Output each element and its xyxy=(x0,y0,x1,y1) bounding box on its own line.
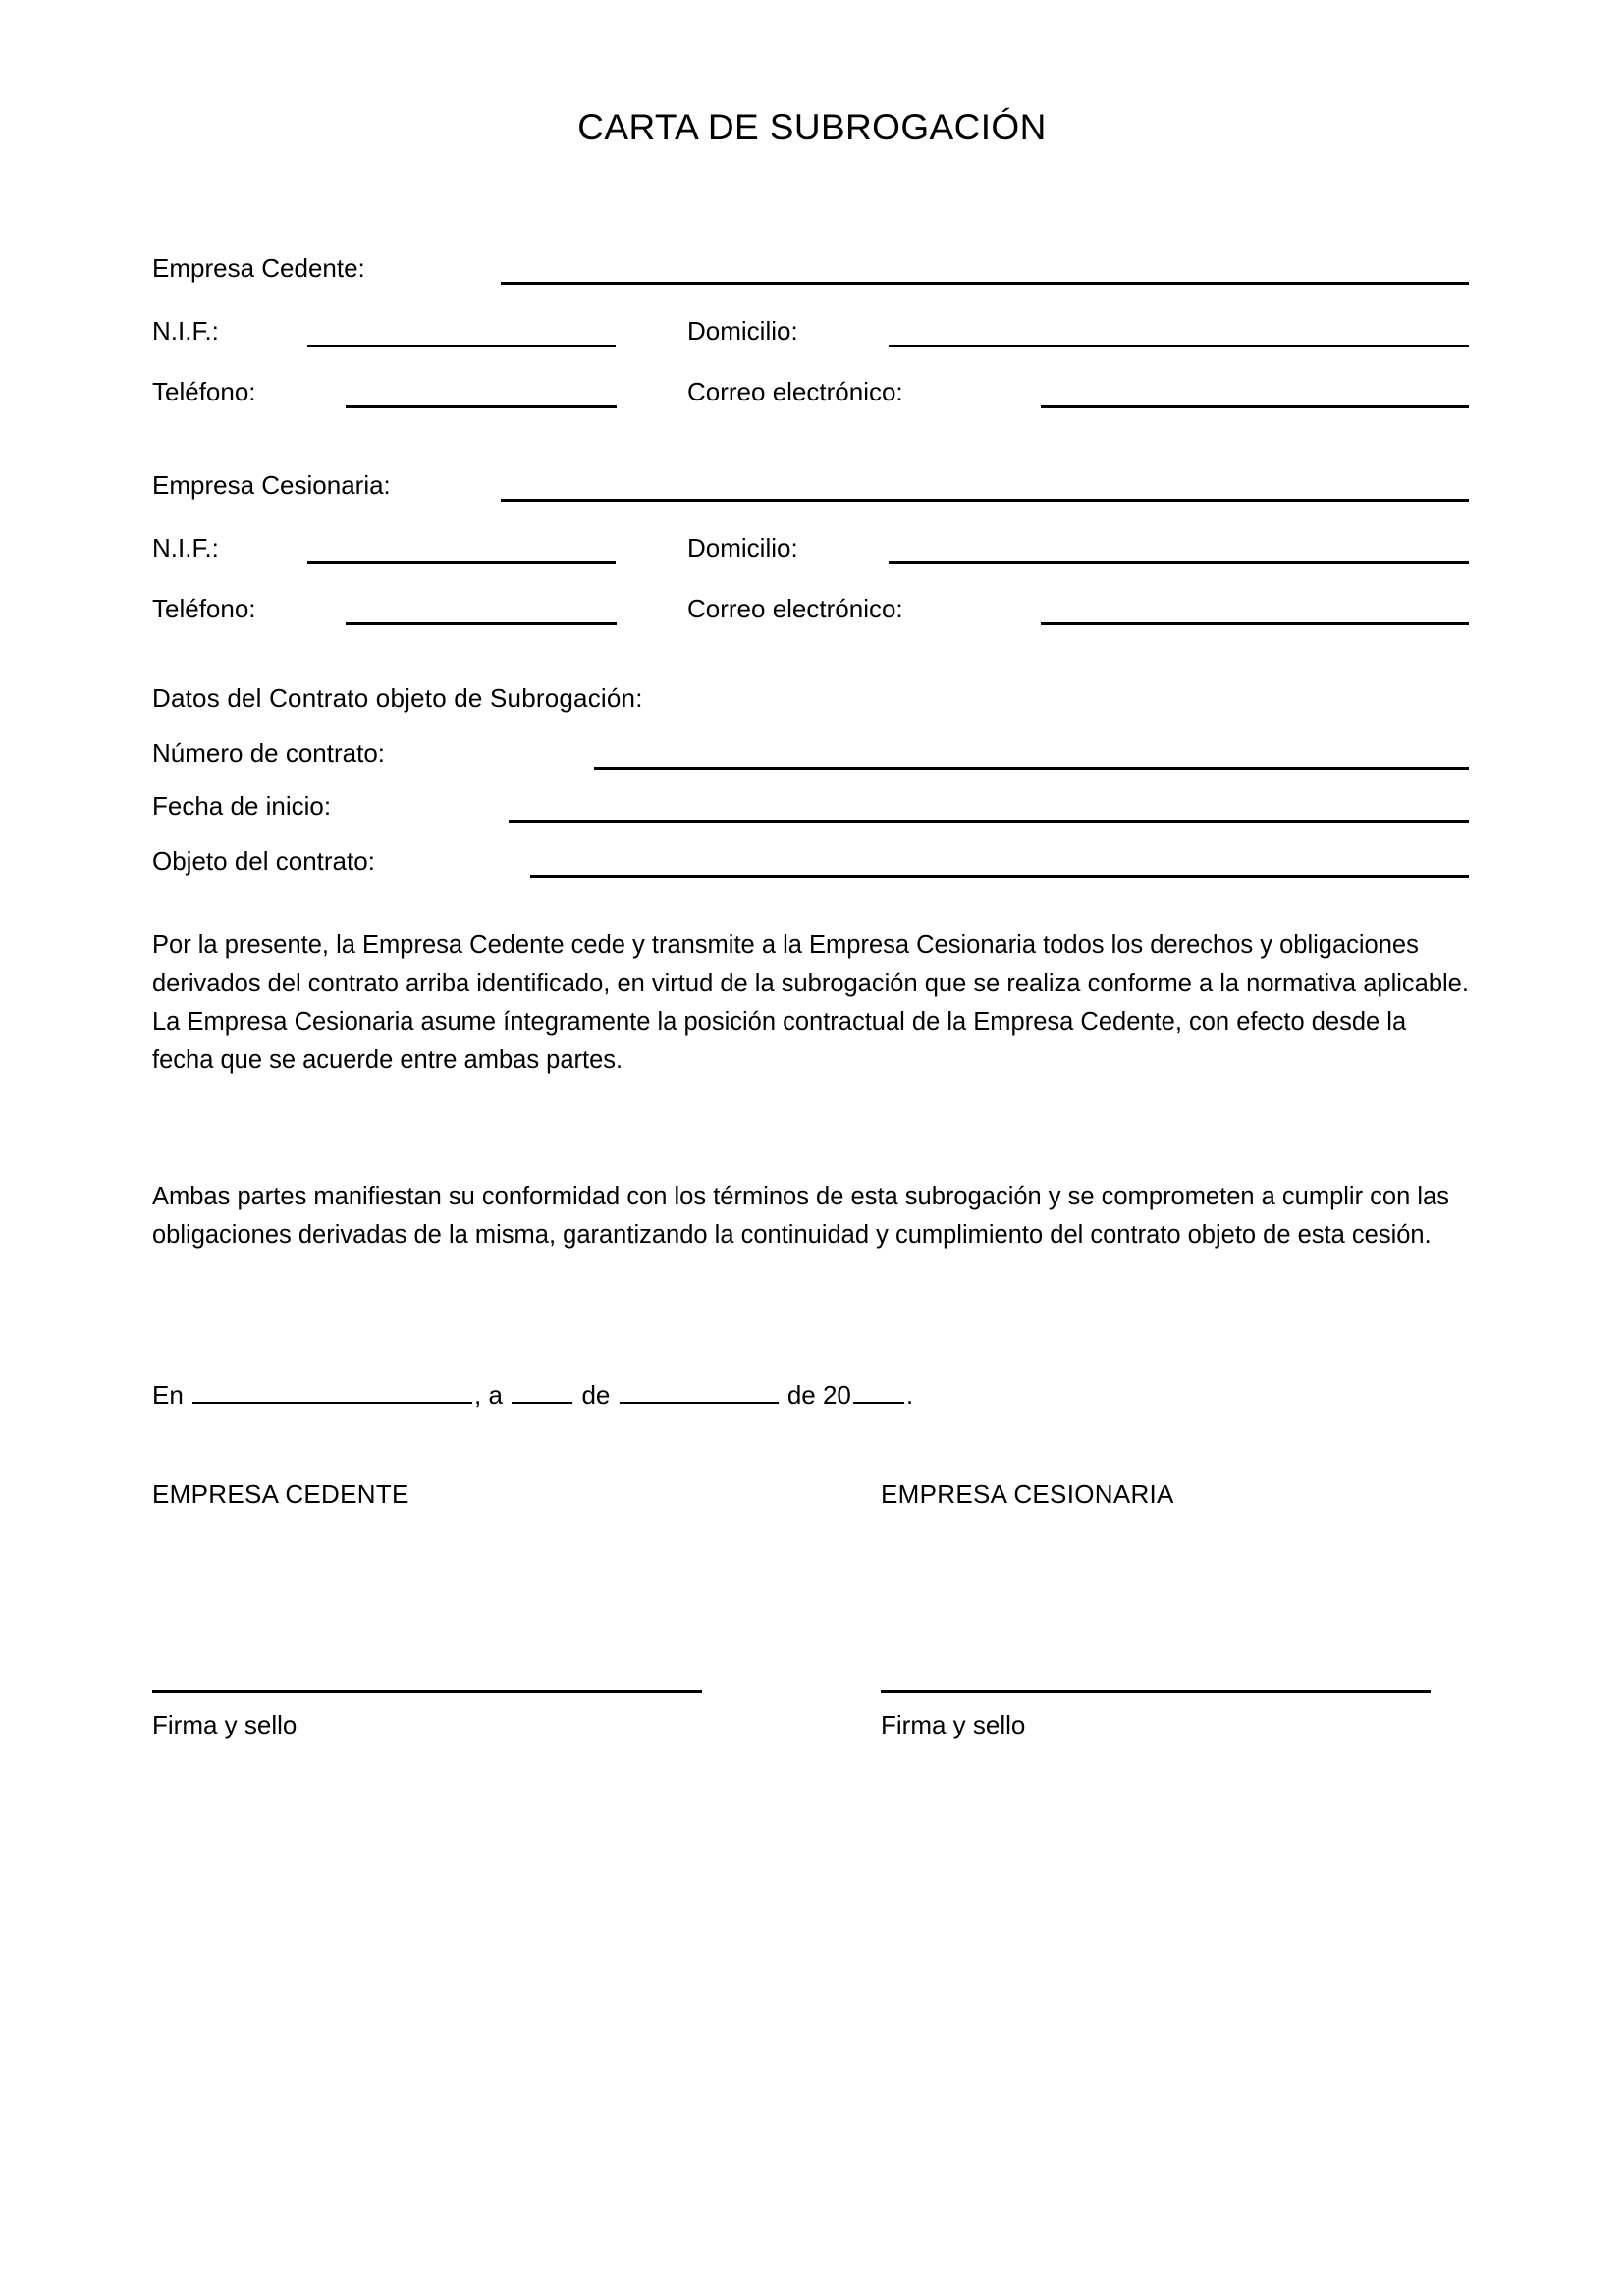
label-cesionaria-empresa: Empresa Cesionaria: xyxy=(152,470,391,500)
page-title: CARTA DE SUBROGACIÓN xyxy=(577,107,1047,147)
field-row-numero-contrato xyxy=(152,736,1469,770)
input-objeto-contrato[interactable] xyxy=(530,875,1469,878)
input-cedente-nif[interactable] xyxy=(307,345,616,347)
date-prefix: En xyxy=(152,1380,184,1410)
input-cedente-domicilio[interactable] xyxy=(889,345,1469,347)
label-cesionaria-nif: N.I.F.: xyxy=(152,533,219,562)
date-after-month: de 20 xyxy=(786,1380,851,1410)
input-cesionaria-nif[interactable] xyxy=(307,561,616,564)
input-cedente-correo[interactable] xyxy=(1041,405,1469,408)
signature-caption-cedente: Firma y sello xyxy=(152,1710,298,1739)
label-cedente-domicilio: Domicilio: xyxy=(687,316,798,346)
field-row-fecha-inicio xyxy=(152,789,1469,823)
date-suffix: . xyxy=(905,1380,914,1410)
label-objeto-contrato: Objeto del contrato: xyxy=(152,846,375,876)
label-numero-contrato: Número de contrato: xyxy=(152,738,386,768)
field-row-cesionaria-telefono-correo xyxy=(152,592,1469,625)
label-cedente-correo: Correo electrónico: xyxy=(687,377,903,406)
input-year[interactable] xyxy=(853,1382,904,1404)
label-cedente-nif: N.I.F.: xyxy=(152,316,219,346)
label-cesionaria-telefono: Teléfono: xyxy=(152,594,256,623)
field-row-cesionaria-empresa xyxy=(152,468,1469,502)
paragraph-conformidad: Ambas partes manifiestan su conformidad con los términos de esta subrogación y se comprometen a cumplir con las obligaciones derivadas de la misma, garantizando la continuidad y cumplimiento del contrato objeto de esta cesión. xyxy=(152,1183,1449,1249)
field-row-objeto-contrato xyxy=(152,844,1469,878)
signature-heading-cesionaria: EMPRESA CESIONARIA xyxy=(881,1479,1174,1509)
date-after-day: de xyxy=(581,1380,611,1410)
label-fecha-inicio: Fecha de inicio: xyxy=(152,791,332,821)
date-after-city: , a xyxy=(474,1380,503,1410)
input-cesionaria-domicilio[interactable] xyxy=(889,561,1469,564)
signature-heading-cedente: EMPRESA CEDENTE xyxy=(152,1479,409,1509)
paragraph-cesion: Por la presente, la Empresa Cedente cede y transmite a la Empresa Cesionaria todos los derechos y obligaciones derivados del contrato arriba identificado, en virtud de la subrogación que se realiza conforme a la normativa aplicable. La Empresa Cesionaria asume íntegramente la posición contractual de la Empresa Cedente, con efecto desde la fecha que se acuerde entre ambas partes. xyxy=(152,932,1469,1074)
input-month[interactable] xyxy=(620,1382,779,1404)
input-cesionaria-empresa[interactable] xyxy=(501,499,1469,502)
label-cesionaria-correo: Correo electrónico: xyxy=(687,594,903,623)
label-cesionaria-domicilio: Domicilio: xyxy=(687,533,798,562)
input-cedente-telefono[interactable] xyxy=(346,405,617,408)
label-cedente-telefono: Teléfono: xyxy=(152,377,256,406)
input-fecha-inicio[interactable] xyxy=(509,820,1469,823)
input-cedente-empresa[interactable] xyxy=(501,282,1469,285)
signature-line-cedente[interactable] xyxy=(152,1690,702,1693)
field-row-cedente-empresa xyxy=(152,251,1469,285)
section-heading-contrato: Datos del Contrato objeto de Subrogación: xyxy=(152,683,643,713)
input-cesionaria-telefono[interactable] xyxy=(346,622,617,625)
signature-caption-cesionaria: Firma y sello xyxy=(881,1710,1026,1739)
input-numero-contrato[interactable] xyxy=(594,767,1469,770)
input-cesionaria-correo[interactable] xyxy=(1041,622,1469,625)
label-cedente-empresa: Empresa Cedente: xyxy=(152,253,365,283)
field-row-cesionaria-nif-domicilio xyxy=(152,531,1469,564)
input-day[interactable] xyxy=(512,1382,572,1404)
input-city[interactable] xyxy=(192,1382,472,1404)
date-line xyxy=(152,1378,913,1412)
field-row-cedente-telefono-correo xyxy=(152,375,1469,408)
field-row-cedente-nif-domicilio xyxy=(152,314,1469,347)
signature-line-cesionaria[interactable] xyxy=(881,1690,1431,1693)
